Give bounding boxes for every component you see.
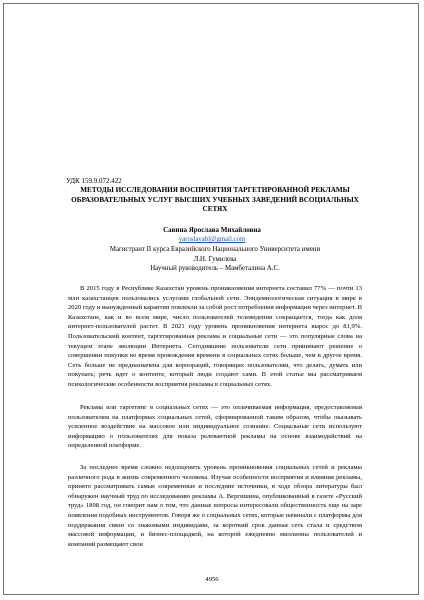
affiliation-line: Магистрант II курса Евразийского Национального Университета имени <box>109 246 321 253</box>
article-title: МЕТОДЫ ИССЛЕДОВАНИЯ ВОСПРИЯТИЯ ТАРГЕТИРОВАННОЙ РЕКЛАМЫ ОБРАЗОВАТЕЛЬНЫХ УСЛУГ ВЫСШИХ УЧЕБНЫХ ЗАВЕДЕНИЙ ВСОЦИАЛЬНЫХ СЕТЯХ <box>71 186 359 214</box>
body-paragraph: Реклама или таргетинг в социальных сетях — это оплачиваемая информация, предоставляемая пользователям на платформах социальных сетей, сформированной таким образом, чтобы оказывать усиленное воздействие на массовое или индивидуальное сознание. Социальные сети используют информацию о пользователях для показа релевантной рекламы на основе взаимодействий на определенной платформе. <box>68 404 362 450</box>
body-paragraph: В 2015 году в Республике Казахстан уровень проникновения интернета составил 77% — почти 13 млн казахстанцев пользовались услугами глобальной сети. Эпидемиологическая ситуация в мире в 2020 году и вынужденный карантин повлекли за собой рост потребления информации через интернет. В Казахстане, как и во всем мире, число пользователей телевидения сокращается, тогда как доля интернет-пользователей растет. В 2021 году уровень проникновения интернета вырос до 81,9%. Пользовательский контент, таргетированная реклама и социальные сети — это популярные слова на текущем этапе эволюции Интернета. Сегодняшние пользователи сети принимают решение о совершении покупки во время провождения времени в социальных сетях больше, чем в другое время. Сеть больше не предназначена для корпораций, говорящих пользователям, что делать, думать или покупать; речь идет о контенте, который люди создают сами. В этой статье мы рассматриваем психологические особенности восприятия рекламы в социальных сетях. <box>68 285 362 388</box>
udk-code: УДК 159.9.072.422 <box>66 177 122 185</box>
affiliation-block <box>60 245 370 274</box>
body-paragraph: За последнее время сложно недооценить уровень проникновения социальных сетей и рекламы различного рода в жизнь современного человека. Изучая особенности восприятия и влияния рекламы, принято рассматривать самые современные и последние источники, в ходе обзора литературы был обнаружен научный труд по исследованию рекламы А. Вергишина, опубликованный в газете «Русский труд» 1898 год, он говорит нам о том, что данные вопросы интересовали общественность еще на заре появления подобных инструментов. Говоря же о социальных сетях, которые начинали с платформы для поддержания связи со знакомыми индивидами, за короткий срок данная сеть стала и средством массовой информации, и бизнес-площадкой, на которой ежедневно миллионы пользователей и компаний размещают свои <box>68 464 362 548</box>
author-email-link[interactable]: yaroslavabl@gmail.com <box>178 236 246 243</box>
page-number: 4956 <box>205 576 219 583</box>
affiliation-line: Л.Н. Гумилева <box>193 255 237 263</box>
supervisor-line: Научный руководитель – Мамбеталина А.С. <box>150 265 280 273</box>
author-name: Савина Ярослава Михайловна <box>163 226 261 234</box>
